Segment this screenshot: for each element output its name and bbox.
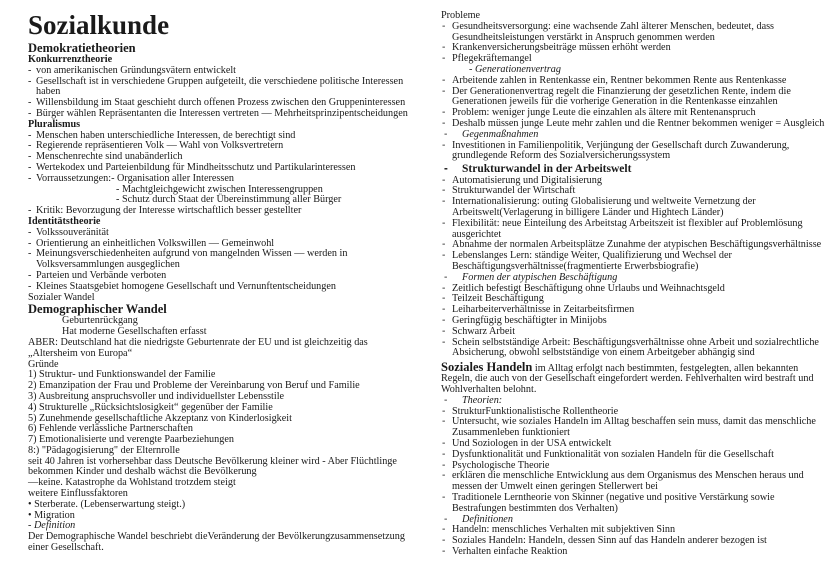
text-line: 8:) "Pädagogisierung" der Elternrolle <box>28 444 180 456</box>
list-item: - Vorraussetzungen:- Organisation aller Interessen <box>28 174 418 185</box>
list-item-continuation: Volksversammlungen ausgeglichen <box>36 259 180 271</box>
list-item: - Strukturwandel der Wirtschaft <box>441 186 821 197</box>
indented-line: Geburtenrückgang <box>62 315 138 327</box>
text-line: Regeln, die auch von der Gesellschaft eingefordert werden. Fehlverhalten wird bestraft und <box>441 373 814 385</box>
list-item: - Krankenversicherungsbeiträge müssen erhöht werden <box>441 43 821 54</box>
text-line: Der Demographische Wandel beschriebt dieVeränderung der Bevölkerungzusammensetzung <box>28 531 405 543</box>
text-line: 3) Ausbreitung anspruchsvoller und individuellster Lebensstile <box>28 390 285 402</box>
subsection-heading: Identitätstheorie <box>28 215 101 227</box>
list-item: - Flexibilität: neue Einteilung des Arbeitstag Arbeitszeit ist flexibler auf Problemlösung <box>441 219 821 230</box>
list-item-continuation: Absicherung, obwohl selbstständige von einem Arbeitgeber abhängig sind <box>452 347 755 359</box>
section-heading: Demokratietheorien <box>28 41 136 55</box>
list-item: - Bürger wählen Repräsentanten die Interessen vertreten — Mehrheitsprinzipentscheidungen <box>28 109 418 120</box>
text-line: „Altersheim von Europa“ <box>28 347 133 359</box>
italic-subheading: - Theorien: <box>441 396 821 407</box>
list-item: - Regierende repräsentieren Volk — Wahl von Volksvertretern <box>28 141 418 152</box>
subsection-heading: Konkurrenztheorie <box>28 54 113 65</box>
left-column <box>28 10 418 554</box>
list-item-continuation: Bestrafungen bestimmten dos Verhalten) <box>452 502 618 514</box>
list-item: - Volkssouveränität <box>28 228 418 239</box>
indented-line: Hat moderne Gesellschaften erfasst <box>62 326 207 338</box>
list-item-continuation: messen der Umwelt einen geringen Stellerwert bei <box>452 481 658 493</box>
list-item: - Gesellschaft ist in verschiedene Gruppen aufgeteilt, die verschiedene politische Interessen <box>28 77 418 88</box>
list-item: - Zeitlich befestigt Beschäftigung ohne Urlaubs und Weihnachtsgeld <box>441 284 821 295</box>
list-item: - Menschenrechte sind unabänderlich <box>28 152 418 163</box>
text-line: • Sterberate. (Lebenserwartung steigt.) <box>28 498 186 510</box>
list-item: - Leiharbeiterverhältnisse in Zeitarbeitsfirmen <box>441 305 821 316</box>
list-item: - Willensbildung im Staat geschieht durch offenen Prozess zwischen den Gruppeninteressen <box>28 98 418 109</box>
list-item: - erklären die menschliche Entwicklung aus dem Organismus des Menschen heraus und <box>441 471 821 482</box>
list-item: - Lebenslanges Lern: ständige Weiter, Qualifizierung und Wechsel der <box>441 251 821 262</box>
list-item: - von amerikanischen Gründungsvätern entwickelt <box>28 66 418 77</box>
text-line: Gründe <box>28 358 59 370</box>
text-line: seit 40 Jahren ist vorhersehbar dass Deutsche Bevölkerung kleiner wird - Aber Flüchtlinge <box>28 455 397 467</box>
list-item-continuation: haben <box>36 86 61 98</box>
list-item: - Parteien und Verbände verboten <box>28 271 418 282</box>
subsection-heading: Pluralismus <box>28 118 81 130</box>
list-item: - Dysfunktionalität und Funktionalität von sozialen Handeln für die Gesellschaft <box>441 450 821 461</box>
list-item: - Soziales Handeln: Handeln, dessen Sinn auf das Handeln anderer bezogen ist <box>441 536 821 547</box>
text-line: • Migration <box>28 509 75 521</box>
text-line: 4) Strukturelle „Rücksichtslosigkeit“ gegenüber der Familie <box>28 401 273 413</box>
italic-subheading: - Definitionen <box>441 515 821 526</box>
sub-list-item: - Schutz durch Staat der Übereinstimmung aller Bürger <box>28 195 418 206</box>
list-item: - Psychologische Theorie <box>441 461 821 472</box>
list-item-continuation: Generationen jeweils für die vorherige Generation in die Rentenkasse einzahlen <box>452 96 778 108</box>
list-item: - Teilzeit Beschäftigung <box>441 294 821 305</box>
list-item: - Der Generationenvertrag regelt die Finanzierung der gesetzlichen Rente, indem die <box>441 87 821 98</box>
list-item: - Orientierung an einheitlichen Volkswillen — Gemeinwohl <box>28 239 418 250</box>
list-item: - Automatisierung und Digitalisierung <box>441 176 821 187</box>
text-line: bekommen Kinder und deshalb wächst die Bevölkerung <box>28 466 257 478</box>
text-line: 1) Struktur- und Funktionswandel der Familie <box>28 369 216 381</box>
text-line: 6) Fehlende verlässliche Partnerschaften <box>28 423 193 435</box>
text-line: —keine. Katastrophe da Wohlstand trotzdem steigt <box>28 477 236 489</box>
document-title: Sozialkunde <box>28 10 170 40</box>
list-item: - Kritik: Bevorzugung der Interesse wirtschaftlich besser gestellter <box>28 206 418 217</box>
list-item: - Kleines Staatsgebiet homogene Gesellschaft und Vernunftentscheidungen <box>28 282 418 293</box>
list-item-continuation: ausgerichtet <box>452 228 502 240</box>
text-line: Probleme <box>441 10 481 21</box>
list-item: - Menschen haben unterschiedliche Interessen, de berechtigt sind <box>28 131 418 142</box>
list-item-continuation: Arbeitswelt(Verlagerung in billigere Länder und Hightech Länder) <box>452 207 724 219</box>
section-heading: - Strukturwandel in der Arbeitswelt <box>441 164 821 176</box>
list-item: - Wertekodex und Parteienbildung für Mindheitsschutz und Partikularinteressen <box>28 163 418 174</box>
list-item: - Untersucht, wie soziales Handeln im Alltag beschaffen sein muss, damit das menschliche <box>441 417 821 428</box>
text-line: 7) Emotionalisierte und verengte Paarbeziehungen <box>28 434 234 446</box>
text-line: 5) Zunehmende gesellschaftliche Akzeptanz von Kinderlosigkeit <box>28 412 292 424</box>
text-line: einer Gesellschaft. <box>28 542 104 554</box>
list-item: - Deshalb müssen junge Leute mehr zahlen und die Rentner bekommen weniger = Ausgleich <box>441 119 821 130</box>
list-item: - Abnahme der normalen Arbeitsplätze Zunahme der atypischen Beschäftigungsverhältnisse <box>441 240 821 251</box>
list-item-continuation: Beschäftigungsverhältnisse(fragmentierte Erwerbsbiografie) <box>452 261 699 273</box>
section-heading: Demographischer Wandel <box>28 302 167 317</box>
list-item: - Traditionele Lerntheorie von Skinner (negative und positive Verstärkung sowie <box>441 493 821 504</box>
list-item: - Handeln: menschliches Verhalten mit subjektiven Sinn <box>441 525 821 536</box>
text-line: Sozialer Wandel <box>28 291 95 303</box>
text-line: 2) Emanzipation der Frau und Probleme der Vereinbarung von Beruf und Familie <box>28 380 360 392</box>
italic-subheading: - Formen der atypischen Beschäftigung <box>441 273 821 284</box>
list-item: - Und Soziologen in der USA entwickelt <box>441 439 821 450</box>
list-item: - Arbeitende zahlen in Rentenkasse ein, Rentner bekommen Rente aus Rentenkasse <box>441 76 821 87</box>
list-item: - Investitionen in Familienpolitik, Verjüngung der Gesellschaft durch Zuwanderung, <box>441 141 821 152</box>
list-item: - Schwarz Arbeit <box>441 327 821 338</box>
list-item: - Schein selbstständige Arbeit: Beschäftigungsverhältnisse ohne Arbeit und sozialrechtliche <box>441 338 821 349</box>
list-item: - StrukturFunktionalistische Rollentheorie <box>441 407 821 418</box>
text-line: ABER: Deutschland hat die niedrigste Geburtenrate der EU und ist gleichzeitig das <box>28 336 368 348</box>
list-item: - Verhalten einfache Reaktion <box>441 547 821 558</box>
right-column <box>441 10 825 558</box>
list-item-continuation: Gesundheitsleistungen verstärkt in Anspruch genommen werden <box>452 31 715 43</box>
list-item: - Geringfügig beschäftigter in Minijobs <box>441 316 821 327</box>
italic-subheading: - Gegenmaßnahmen <box>441 130 821 141</box>
italic-label: - Definition <box>28 520 76 532</box>
text-line: Wohlverhalten belohnt. <box>441 384 537 395</box>
list-item-continuation: Zusammenleben funktioniert <box>452 427 570 439</box>
inline-heading: Soziales Handeln <box>441 360 533 375</box>
list-item-continuation: grundlegende Reform des Sozialversicherungssystem <box>452 150 671 162</box>
list-item: - Gesundheitsversorgung: eine wachsende Zahl älterer Menschen, bedeutet, dass <box>441 22 821 33</box>
list-item: - Pflegekräftemangel <box>441 54 821 65</box>
list-item: - Internationalisierung: outing Globalisierung und weltweite Vernetzung der <box>441 197 821 208</box>
italic-subheading: - Generationenvertrag <box>441 65 821 76</box>
sub-list-item: - Machtgleichgewicht zwischen Interessengruppen <box>28 185 418 196</box>
list-item: - Problem: weniger junge Leute die einzahlen als ältere mit Rentenanspruch <box>441 108 821 119</box>
paragraph-text: im Alltag erfolgt nach bestimmten, festgelegten, allen bekannten <box>532 363 799 375</box>
text-line: weitere Einflussfaktoren <box>28 488 128 500</box>
list-item: - Meinungsverschiedenheiten aufgrund von mangelnden Wissen — werden in <box>28 249 418 260</box>
